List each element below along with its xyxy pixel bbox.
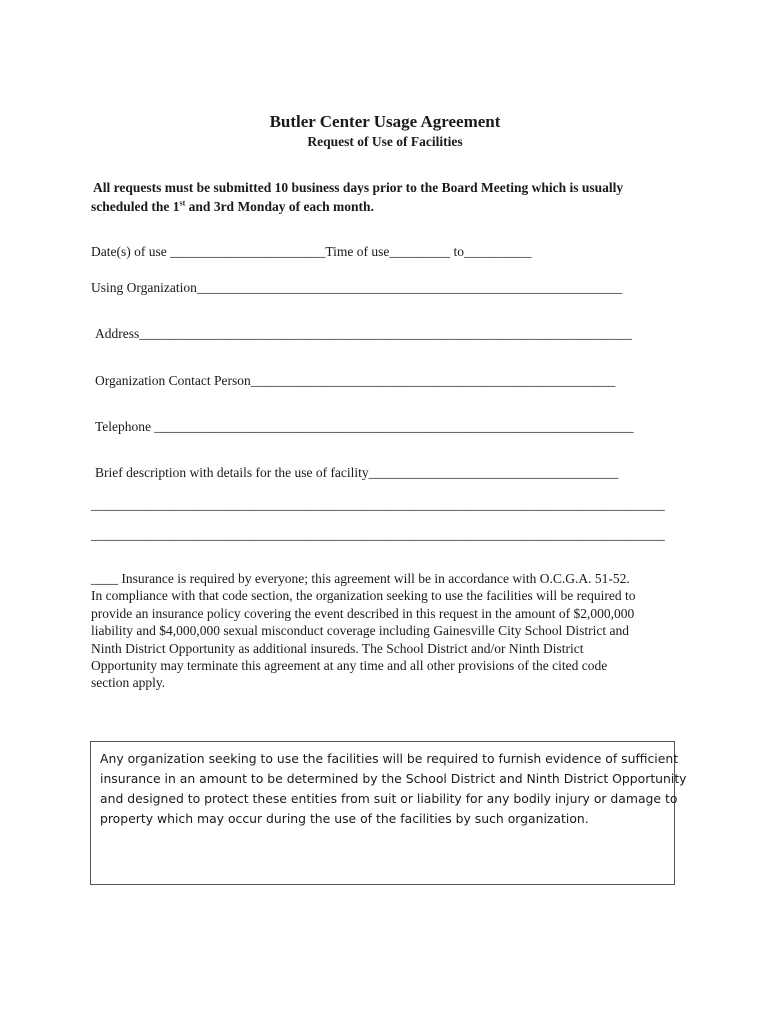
insurance-paragraph xyxy=(91,570,691,692)
using-organization-field[interactable]: Using Organization_______________________________________________________________ xyxy=(91,280,623,295)
telephone-field[interactable]: Telephone _______________________________________________________________________ xyxy=(95,419,634,434)
document-subtitle: Request of Use of Facilities xyxy=(307,134,463,149)
insurance-line: liability and $4,000,000 sexual misconduct coverage including Gainesville City School District and xyxy=(91,623,630,639)
insurance-line: provide an insurance policy covering the event described in this request in the amount of $2,000,000 xyxy=(91,605,635,621)
dates-time-field[interactable]: Date(s) of use _______________________Time of use_________ to__________ xyxy=(91,244,532,259)
box-line: and designed to protect these entities from suit or liability for any bodily injury or damage to xyxy=(100,791,678,806)
notice-superscript: st xyxy=(179,198,186,208)
box-line: Any organization seeking to use the facilities will be required to furnish evidence of sufficient xyxy=(100,751,679,766)
notice-text: scheduled the 1 xyxy=(91,199,180,214)
insurance-line: Opportunity may terminate this agreement at any time and all other provisions of the cited code xyxy=(91,658,608,674)
submission-notice-line-2 xyxy=(91,199,374,215)
box-line: insurance in an amount to be determined by the School District and Ninth District Opportunity xyxy=(100,771,687,786)
insurance-line: In compliance with that code section, the organization seeking to use the facilities will be required to xyxy=(91,588,636,604)
address-field[interactable]: Address_________________________________________________________________________ xyxy=(95,326,632,341)
insurance-line: ____ Insurance is required by everyone; this agreement will be in accordance with O.C.G.A. 51-52. xyxy=(91,571,630,586)
submission-notice-line-1: All requests must be submitted 10 business days prior to the Board Meeting which is usually xyxy=(93,180,624,195)
notice-text-end: and 3rd Monday of each month. xyxy=(185,199,374,214)
box-line: property which may occur during the use of the facilities by such organization. xyxy=(100,811,589,826)
document-title: Butler Center Usage Agreement xyxy=(269,112,501,131)
description-extra-line-2[interactable]: _____________________________________________________________________________________ xyxy=(91,527,665,542)
insurance-requirement-text xyxy=(100,749,687,829)
insurance-line: section apply. xyxy=(91,675,166,691)
contact-person-field[interactable]: Organization Contact Person______________________________________________________ xyxy=(95,373,616,388)
insurance-requirement-box xyxy=(90,741,687,885)
insurance-line: Ninth District Opportunity as additional insureds. The School District and/or Ninth District xyxy=(91,640,584,656)
facility-description-field[interactable]: Brief description with details for the use of facility_____________________________________ xyxy=(95,465,619,480)
description-extra-line-1[interactable]: _____________________________________________________________________________________ xyxy=(91,497,665,512)
